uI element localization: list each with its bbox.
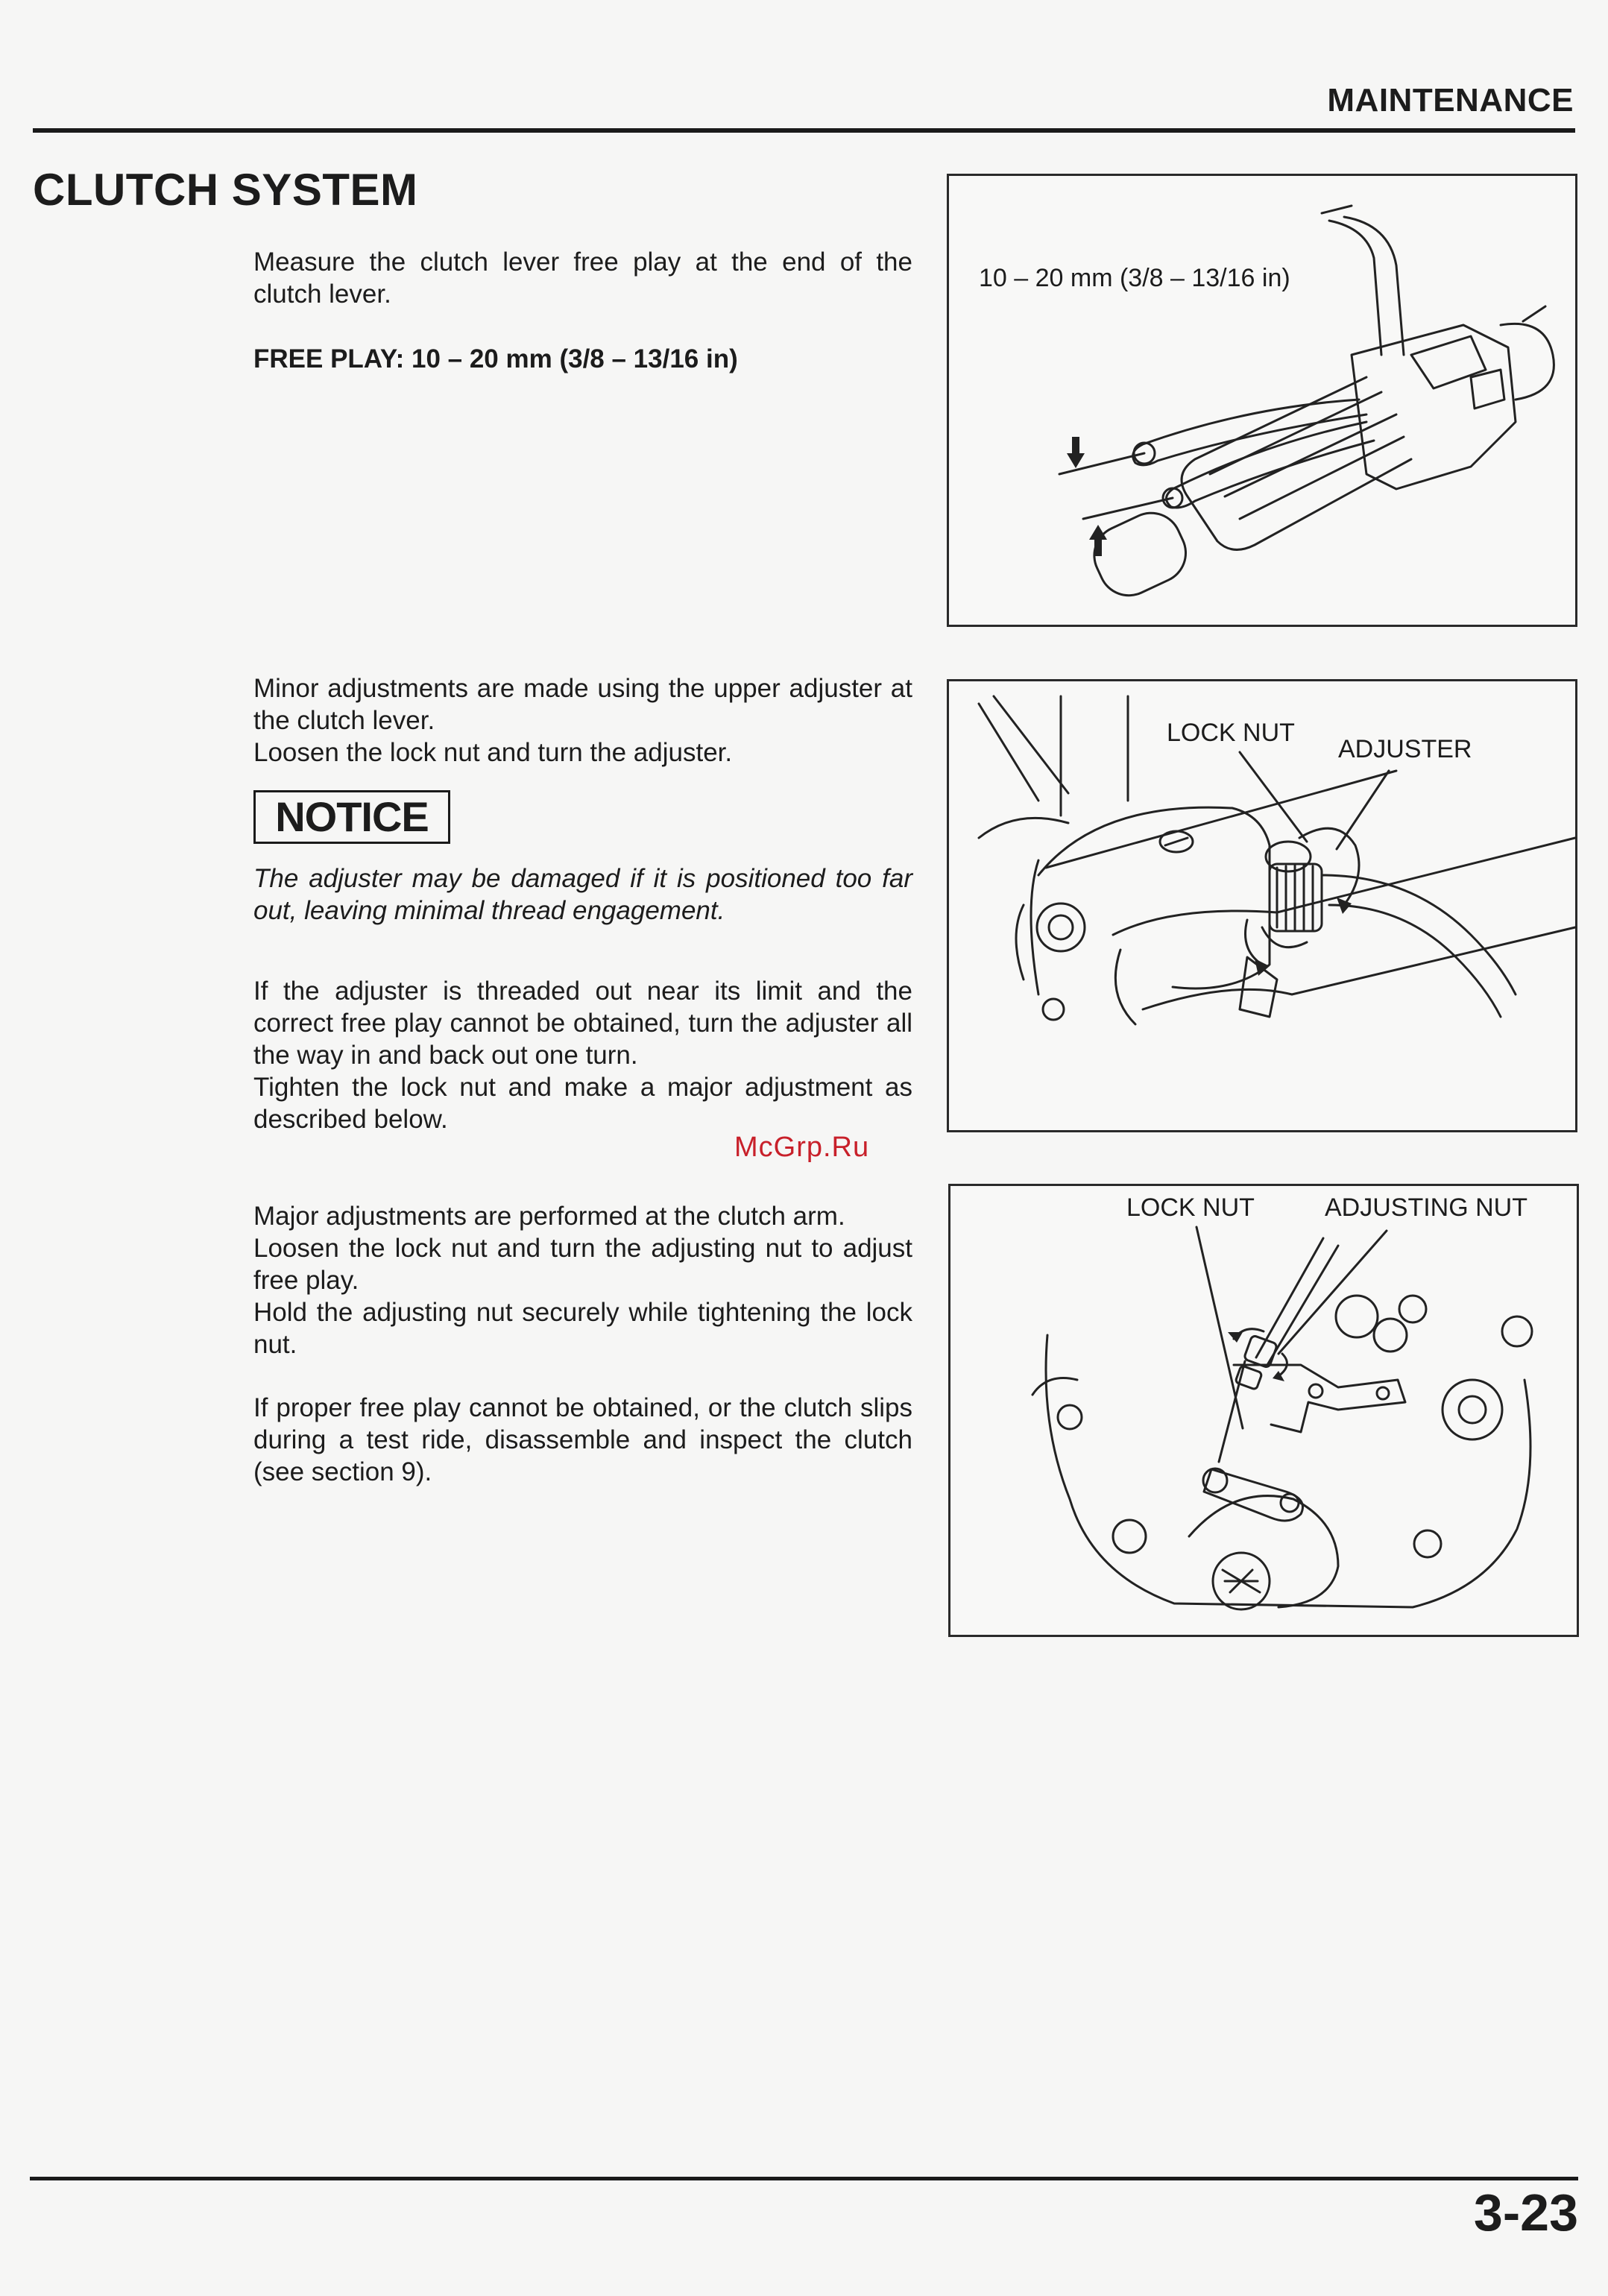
adjuster-label: ADJUSTER [1338,735,1472,763]
adjuster-lock-nut-label: LOCK NUT [1167,719,1295,747]
proper-free-play-text: If proper free play cannot be obtained, or the clutch slips during a test ride, disassemble and inspect the clutch (see section 9). [253,1393,912,1486]
figure-clutch-arm [948,1184,1579,1637]
intro-text [253,246,912,310]
limit-line-1: If the adjuster is threaded out near its limit and the correct free play cannot be obtained, turn the adjuster all the way in and back out one turn. [253,977,912,1070]
measure-paragraph: Measure the clutch lever free play at the end of the clutch lever. [253,247,912,309]
header-rule [33,128,1575,133]
major-line-2: Loosen the lock nut and turn the adjusting nut to adjust free play. [253,1234,912,1295]
limit-line-2: Tighten the lock nut and make a major adjustment as described below. [253,1073,912,1134]
major-line-1: Major adjustments are performed at the clutch arm. [253,1202,845,1231]
free-play-dimension-label: 10 – 20 mm (3/8 – 13/16 in) [979,264,1290,292]
minor-line-1: Minor adjustments are made using the upper adjuster at the clutch lever. [253,674,912,735]
minor-line-2: Loosen the lock nut and turn the adjuster. [253,738,733,767]
adjusting-nut-label: ADJUSTING NUT [1325,1193,1527,1222]
notice-text: The adjuster may be damaged if it is positioned too far out, leaving minimal thread engagement. [253,864,912,925]
page-title: CLUTCH SYSTEM [33,165,418,215]
major-adjustment-text [253,1200,912,1360]
clutch-arm-illustration [950,1186,1581,1639]
minor-adjustment-text [253,672,912,769]
watermark: McGrp.Ru [734,1132,870,1163]
free-play-spec: FREE PLAY: 10 – 20 mm (3/8 – 13/16 in) [253,344,738,373]
lever-illustration [949,176,1580,629]
figure-lever-free-play [947,174,1577,627]
figure-upper-adjuster [947,679,1577,1132]
notice-box: NOTICE [253,790,450,844]
adjuster-illustration [949,681,1580,1135]
section-label: MAINTENANCE [1327,82,1574,119]
limit-text [253,975,912,1135]
major-line-3: Hold the adjusting nut securely while tightening the lock nut. [253,1298,912,1359]
page-number: 3-23 [1473,2183,1578,2242]
footer-rule [30,2177,1578,2180]
arm-lock-nut-label: LOCK NUT [1126,1193,1255,1222]
